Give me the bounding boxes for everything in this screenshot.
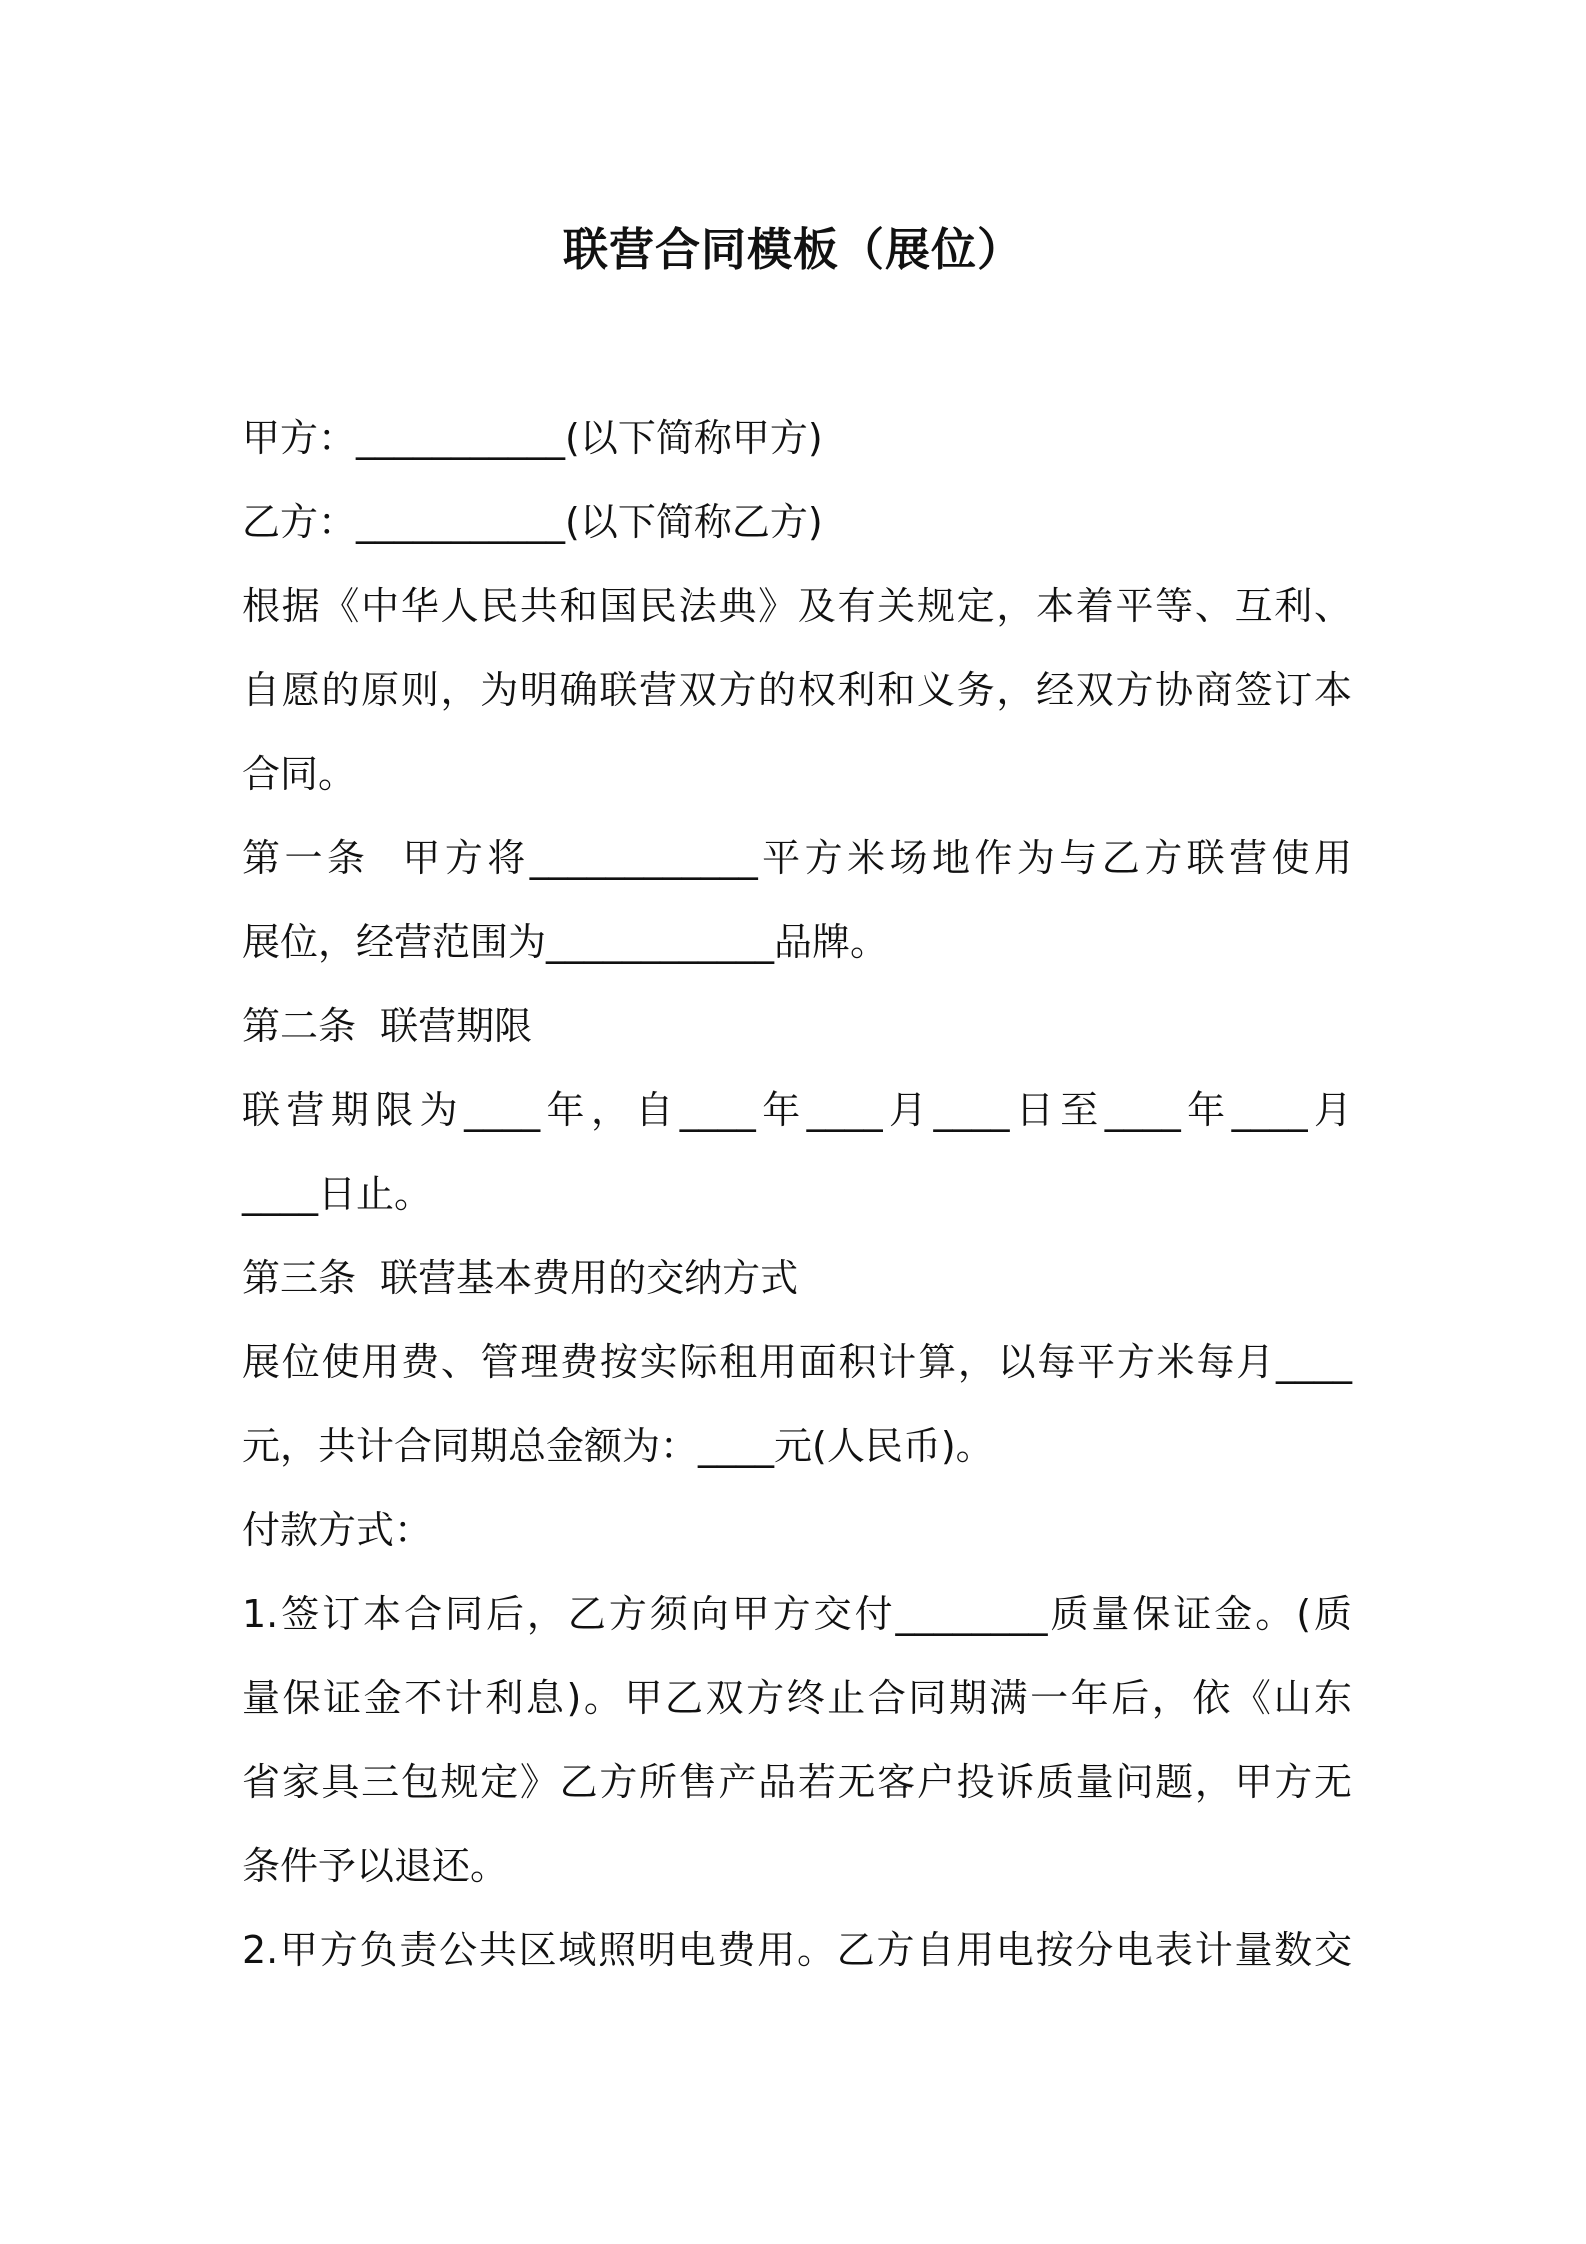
- payment-item-1-line-4: 条件予以退还。: [242, 1844, 509, 1888]
- article-1-line-1: 第一条 甲方将____________平方米场地作为与乙方联营使用: [242, 836, 1352, 880]
- article-3-line-2: 元，共计合同期总金额为：____元(人民币)。: [242, 1424, 994, 1468]
- payment-item-1-line-2: 量保证金不计利息)。甲乙双方终止合同期满一年后，依《山东: [242, 1676, 1352, 1720]
- payment-item-2-line-1: 2.甲方负责公共区域照明电费用。乙方自用电按分电表计量数交: [242, 1928, 1352, 1972]
- party-a-line: 甲方：___________(以下简称甲方): [242, 416, 823, 460]
- payment-heading: 付款方式：: [242, 1508, 433, 1552]
- article-2-line-2: ____日止。: [242, 1172, 433, 1216]
- payment-item-1-line-1: 1.签订本合同后，乙方须向甲方交付________质量保证金。(质: [242, 1592, 1352, 1636]
- article-3-line-1: 展位使用费、管理费按实际租用面积计算，以每平方米每月____: [242, 1340, 1352, 1384]
- article-2-line-1: 联营期限为____年，自____年____月____日至____年____月: [242, 1088, 1352, 1132]
- article-2-heading: 第二条 联营期限: [242, 1004, 533, 1048]
- article-3-heading: 第三条 联营基本费用的交纳方式: [242, 1256, 799, 1300]
- payment-item-1-line-3: 省家具三包规定》乙方所售产品若无客户投诉质量问题，甲方无: [242, 1760, 1352, 1804]
- preamble-line-2: 自愿的原则，为明确联营双方的权利和义务，经双方协商签订本: [242, 668, 1352, 712]
- preamble-line-1: 根据《中华人民共和国民法典》及有关规定，本着平等、互利、: [242, 584, 1352, 628]
- document-body: [242, 396, 1352, 1992]
- document-title: 联营合同模板（展位）: [562, 223, 1023, 276]
- preamble-line-3: 合同。: [242, 752, 357, 796]
- article-1-line-2: 展位，经营范围为____________品牌。: [242, 920, 889, 964]
- party-b-line: 乙方：___________(以下简称乙方): [242, 500, 823, 544]
